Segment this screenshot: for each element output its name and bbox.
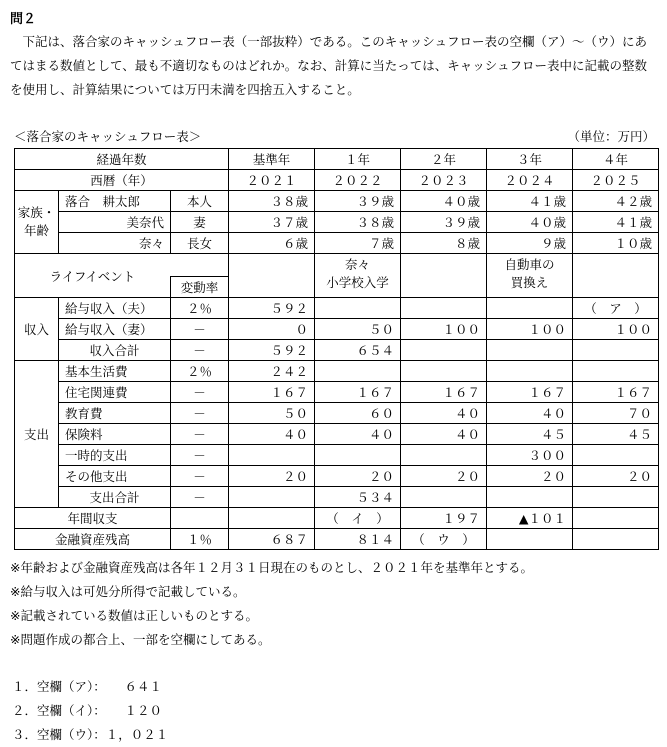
- rate-cell: －: [171, 487, 229, 508]
- row-expense: [15, 445, 659, 466]
- note: ※給与収入は可処分所得で記載している。: [10, 584, 246, 599]
- value-cell: [315, 298, 401, 319]
- choice-3[interactable]: ３．空欄（ウ）：１，０２１: [12, 727, 169, 742]
- row-expense: [15, 382, 659, 403]
- choice-2[interactable]: ２．空欄（イ）： １２０: [12, 703, 163, 718]
- member-rel: 長女: [171, 233, 229, 254]
- age-cell: ３９歳: [401, 212, 487, 233]
- value-cell: ２０: [229, 466, 315, 487]
- rate-cell: －: [171, 319, 229, 340]
- rate-cell: ２％: [171, 298, 229, 319]
- rate-cell: －: [171, 445, 229, 466]
- value-cell: ６５４: [315, 340, 401, 361]
- value-cell: [229, 487, 315, 508]
- family-label: 家族・年齢: [15, 191, 59, 254]
- rate-cell: １％: [171, 529, 229, 550]
- value-cell: ５０: [229, 403, 315, 424]
- value-cell: ８１４: [315, 529, 401, 550]
- blank-i-cell: （ イ ）: [315, 508, 401, 529]
- expense-item-label: その他支出: [59, 466, 171, 487]
- rate-cell: [171, 508, 229, 529]
- income-item-label: 給与収入（夫）: [59, 298, 171, 319]
- year-cell: ２０２３: [401, 170, 487, 191]
- expense-item-label: 基本生活費: [59, 361, 171, 382]
- value-cell: ２０: [401, 466, 487, 487]
- expense-item-label: 住宅関連費: [59, 382, 171, 403]
- row-expense: [15, 424, 659, 445]
- value-cell: ２０: [487, 466, 573, 487]
- value-cell: ７０: [573, 403, 659, 424]
- row-income: [15, 298, 659, 319]
- note: ※年齢および金融資産残高は各年１２月３１日現在のものとし、２０２１年を基準年とする。: [10, 560, 533, 575]
- row-income: [15, 319, 659, 340]
- value-cell: １６７: [315, 382, 401, 403]
- value-cell: ４５: [573, 424, 659, 445]
- value-cell: ３００: [487, 445, 573, 466]
- value-cell: １６７: [401, 382, 487, 403]
- notes: [10, 556, 533, 652]
- member-rel: 妻: [171, 212, 229, 233]
- row-year: [15, 170, 659, 191]
- elapsed-cell: １年: [315, 149, 401, 170]
- value-cell: [315, 361, 401, 382]
- member-name: 奈々: [59, 233, 171, 254]
- income-label: 収入: [15, 298, 59, 361]
- year-cell: ２０２５: [573, 170, 659, 191]
- value-cell: [229, 508, 315, 529]
- row-member: [15, 212, 659, 233]
- member-rel: 本人: [171, 191, 229, 212]
- expense-item-label: 一時的支出: [59, 445, 171, 466]
- age-cell: ４１歳: [573, 212, 659, 233]
- value-cell: ２０: [315, 466, 401, 487]
- life-event-cell: 奈々 小学校入学: [315, 254, 401, 298]
- value-cell: ５９２: [229, 298, 315, 319]
- expense-item-label: 教育費: [59, 403, 171, 424]
- rate-cell: －: [171, 403, 229, 424]
- annual-balance-label: 年間収支: [15, 508, 171, 529]
- table-caption: ＜落合家のキャッシュフロー表＞: [14, 129, 202, 144]
- row-expense: [15, 403, 659, 424]
- header-elapsed: 経過年数: [15, 149, 229, 170]
- rate-cell: －: [171, 340, 229, 361]
- year-cell: ２０２４: [487, 170, 573, 191]
- value-cell: １００: [487, 319, 573, 340]
- value-cell: [487, 340, 573, 361]
- value-cell: [573, 508, 659, 529]
- expense-item-label: 保険料: [59, 424, 171, 445]
- row-member: [15, 233, 659, 254]
- age-cell: ３８歳: [315, 212, 401, 233]
- value-cell: [401, 487, 487, 508]
- rate-cell: －: [171, 424, 229, 445]
- row-member: [15, 191, 659, 212]
- cashflow-table: [14, 148, 659, 550]
- value-cell: １６７: [229, 382, 315, 403]
- value-cell: １００: [573, 319, 659, 340]
- value-cell: １６７: [487, 382, 573, 403]
- value-cell: [573, 487, 659, 508]
- blank-u-cell: （ ウ ）: [401, 529, 487, 550]
- note: ※記載されている数値は正しいものとする。: [10, 608, 258, 623]
- value-cell: [315, 445, 401, 466]
- value-cell: [401, 445, 487, 466]
- life-event-cell: 自動車の 買換え: [487, 254, 573, 298]
- answer-choices: [12, 675, 168, 747]
- value-cell: ５３４: [315, 487, 401, 508]
- question-intro: 下記は、落合家のキャッシュフロー表（一部抜粋）である。このキャッシュフロー表の空欄（ア）〜（ウ）にあてはまる数値として、最も不適切なものはどれか。なお、計算に当たっては、キャッシュフロー表中に記載の整数を使用し、計算結果については万円未満を四捨五入すること。: [10, 34, 648, 97]
- expense-label: 支出: [15, 361, 59, 508]
- age-cell: ８歳: [401, 233, 487, 254]
- row-expense: [15, 361, 659, 382]
- value-cell: ２４２: [229, 361, 315, 382]
- assets-label: 金融資産残高: [15, 529, 171, 550]
- value-cell: ６８７: [229, 529, 315, 550]
- rate-label: 変動率: [171, 277, 229, 298]
- value-cell: ４０: [487, 403, 573, 424]
- value-cell: ４０: [401, 403, 487, 424]
- value-cell: ▲１０１: [487, 508, 573, 529]
- row-annual-balance: [15, 508, 659, 529]
- life-event-cell: [573, 254, 659, 298]
- value-cell: [487, 529, 573, 550]
- elapsed-cell: ３年: [487, 149, 573, 170]
- income-item-label: 給与収入（妻）: [59, 319, 171, 340]
- value-cell: ５０: [315, 319, 401, 340]
- rate-cell: －: [171, 466, 229, 487]
- rate-cell: －: [171, 382, 229, 403]
- value-cell: １９７: [401, 508, 487, 529]
- value-cell: ４０: [401, 424, 487, 445]
- value-cell: ４０: [315, 424, 401, 445]
- life-event-cell: [401, 254, 487, 298]
- value-cell: [487, 487, 573, 508]
- elapsed-cell: ４年: [573, 149, 659, 170]
- value-cell: ４５: [487, 424, 573, 445]
- age-cell: ４０歳: [487, 212, 573, 233]
- value-cell: １００: [401, 319, 487, 340]
- value-cell: ６０: [315, 403, 401, 424]
- value-cell: [573, 340, 659, 361]
- value-cell: ５９２: [229, 340, 315, 361]
- elapsed-cell: 基準年: [229, 149, 315, 170]
- member-name: 美奈代: [59, 212, 171, 233]
- note: ※問題作成の都合上、一部を空欄にしてある。: [10, 632, 271, 647]
- member-name: 落合 耕太郎: [59, 191, 171, 212]
- value-cell: [487, 298, 573, 319]
- life-event-cell: [229, 254, 315, 298]
- elapsed-cell: ２年: [401, 149, 487, 170]
- age-cell: ４２歳: [573, 191, 659, 212]
- age-cell: １０歳: [573, 233, 659, 254]
- value-cell: [573, 361, 659, 382]
- row-income-total: [15, 340, 659, 361]
- value-cell: [401, 361, 487, 382]
- value-cell: [401, 340, 487, 361]
- expense-total-label: 支出合計: [59, 487, 171, 508]
- age-cell: ６歳: [229, 233, 315, 254]
- question-title: 問２: [10, 12, 37, 27]
- value-cell: ０: [229, 319, 315, 340]
- row-elapsed: [15, 149, 659, 170]
- age-cell: ４０歳: [401, 191, 487, 212]
- choice-1[interactable]: １．空欄（ア）： ６４１: [12, 679, 163, 694]
- age-cell: ３９歳: [315, 191, 401, 212]
- rate-cell: ２％: [171, 361, 229, 382]
- age-cell: ３８歳: [229, 191, 315, 212]
- age-cell: ４１歳: [487, 191, 573, 212]
- row-assets: [15, 529, 659, 550]
- value-cell: [487, 361, 573, 382]
- row-expense: [15, 466, 659, 487]
- value-cell: [573, 445, 659, 466]
- year-cell: ２０２１: [229, 170, 315, 191]
- value-cell: [229, 445, 315, 466]
- value-cell: ２０: [573, 466, 659, 487]
- age-cell: ７歳: [315, 233, 401, 254]
- year-cell: ２０２２: [315, 170, 401, 191]
- row-life-event: [15, 254, 659, 277]
- age-cell: ９歳: [487, 233, 573, 254]
- row-expense-total: [15, 487, 659, 508]
- value-cell: [573, 529, 659, 550]
- blank-a-cell: （ ア ）: [573, 298, 659, 319]
- value-cell: １６７: [573, 382, 659, 403]
- income-total-label: 収入合計: [59, 340, 171, 361]
- age-cell: ３７歳: [229, 212, 315, 233]
- table-unit: （単位：万円）: [567, 129, 655, 144]
- value-cell: ４０: [229, 424, 315, 445]
- life-event-label: ライフイベント: [15, 254, 171, 298]
- header-year: 西暦（年）: [15, 170, 229, 191]
- value-cell: [401, 298, 487, 319]
